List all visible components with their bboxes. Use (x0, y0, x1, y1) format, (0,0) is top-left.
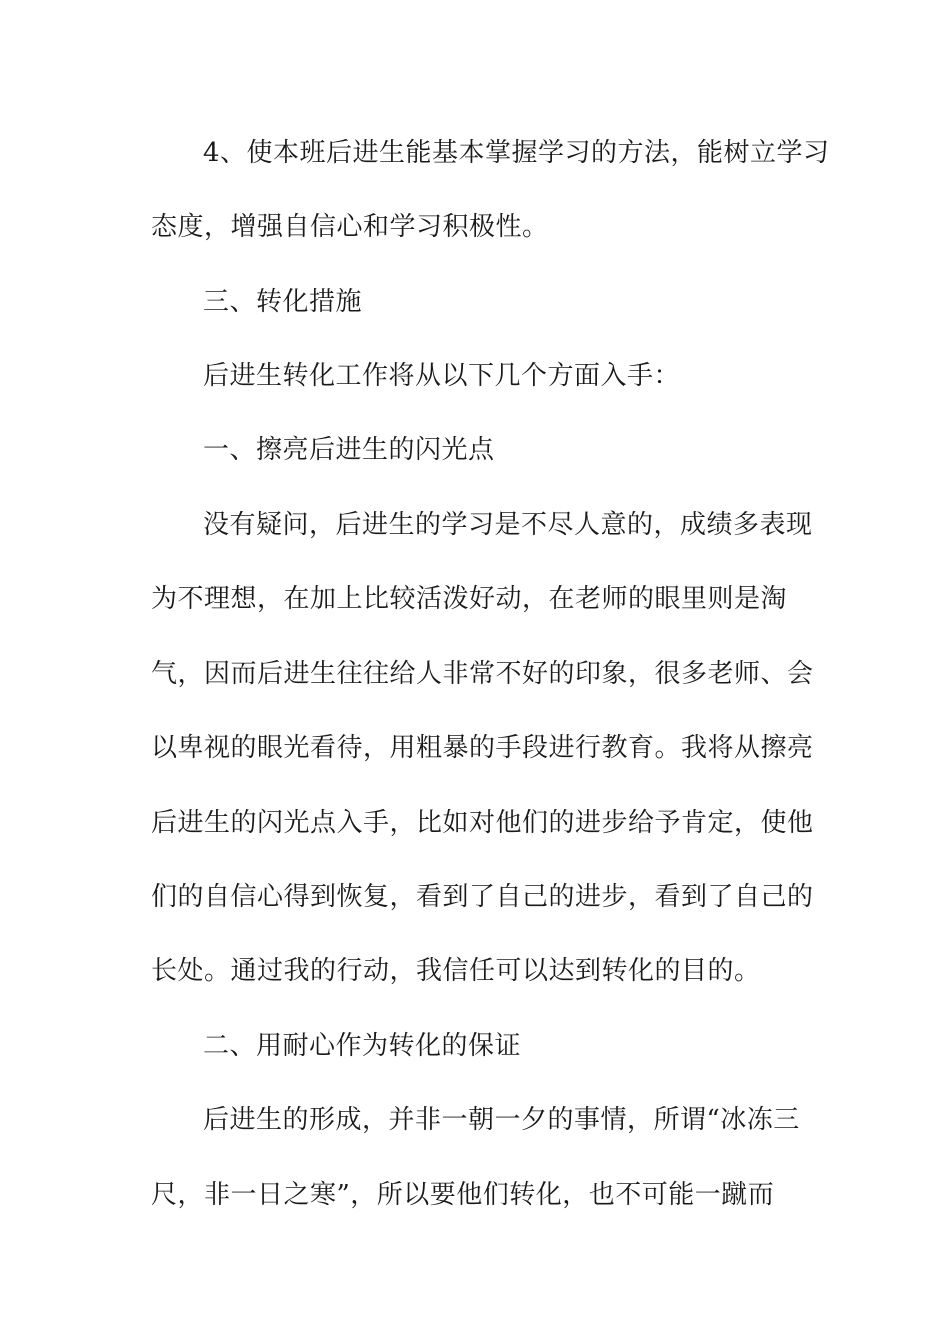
paragraph-line: 以卑视的眼光看待，用粗暴的手段进行教育。我将从擦亮 (151, 733, 814, 763)
text-line-intro: 后进生转化工作将从以下几个方面入手： (203, 361, 681, 391)
paragraph-line: 为不理想，在加上比较活泼好动，在老师的眼里则是淘 (151, 584, 788, 614)
text-line-goal-4-cont: 态度，增强自信心和学习积极性。 (151, 212, 549, 242)
paragraph-line: 尺，非一日之寒”，所以要他们转化，也不可能一蹴而 (151, 1180, 775, 1210)
paragraph-line: 后进生的形成，并非一朝一夕的事情，所谓“冰冻三 (203, 1105, 800, 1135)
subheading-highlight: 一、擦亮后进生的闪光点 (203, 435, 495, 465)
text-line-goal-4: 4、使本班后进生能基本掌握学习的方法，能树立学习 (203, 138, 830, 168)
section-heading-measures: 三、转化措施 (203, 287, 363, 317)
paragraph-line: 气，因而后进生往往给人非常不好的印象，很多老师、会 (151, 659, 814, 689)
paragraph-line: 长处。通过我的行动，我信任可以达到转化的目的。 (151, 956, 761, 986)
subheading-patience: 二、用耐心作为转化的保证 (203, 1031, 522, 1061)
paragraph-line: 们的自信心得到恢复，看到了自己的进步，看到了自己的 (151, 882, 814, 912)
paragraph-line: 没有疑问，后进生的学习是不尽人意的，成绩多表现 (203, 510, 813, 540)
paragraph-line: 后进生的闪光点入手，比如对他们的进步给予肯定，使他 (151, 808, 814, 838)
